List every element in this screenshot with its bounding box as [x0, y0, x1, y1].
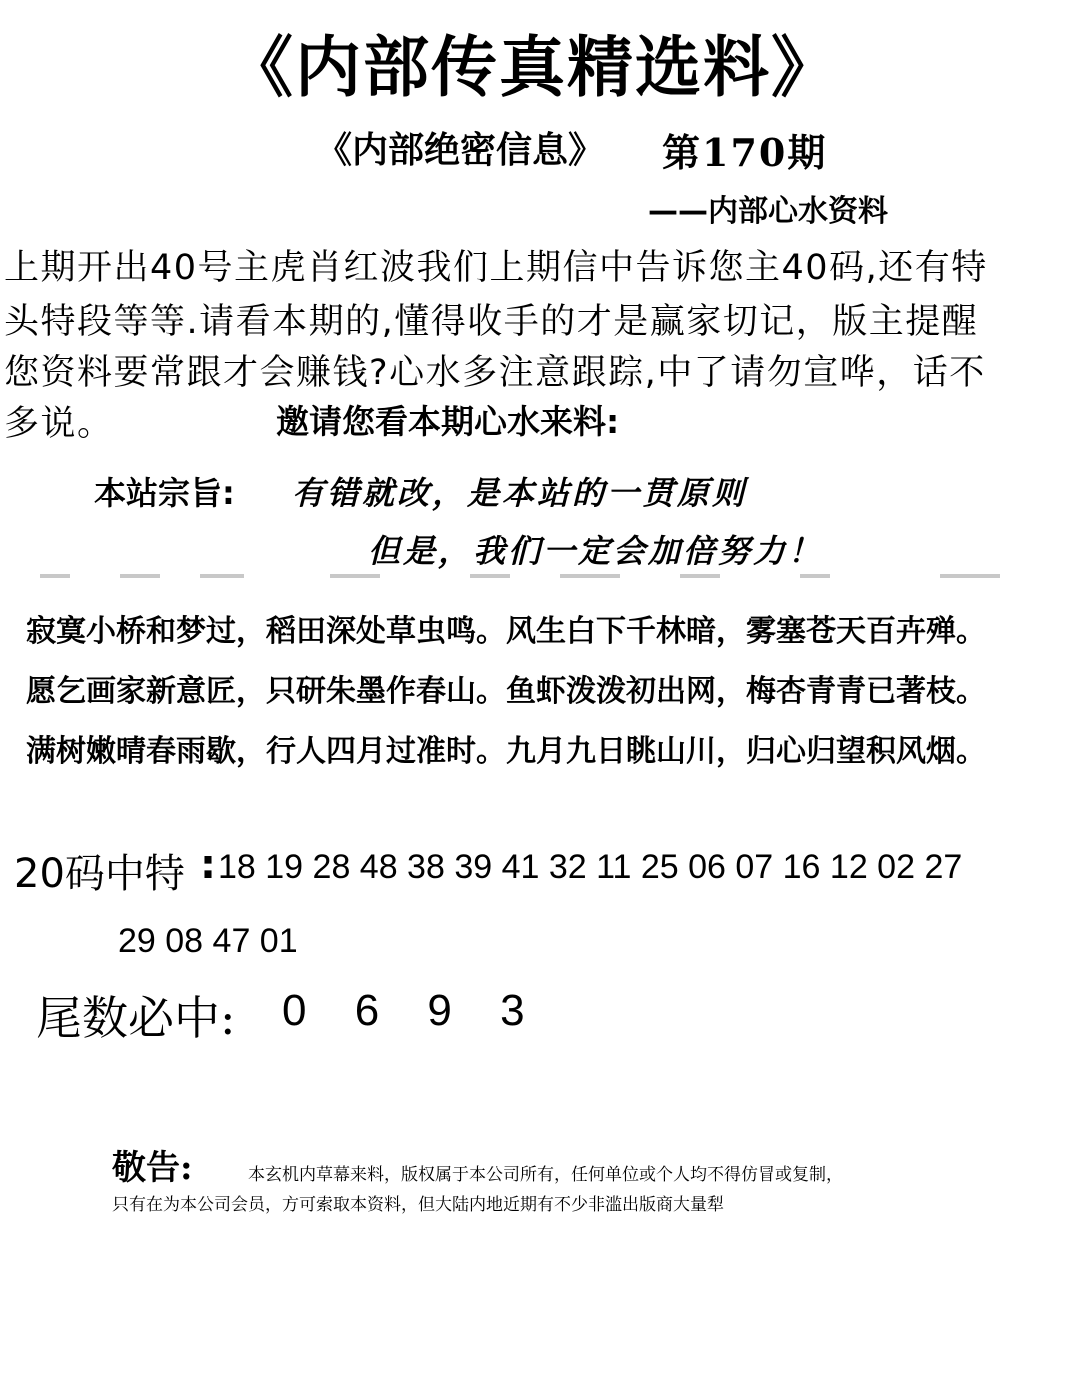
code-numbers-line-2: 29 08 47 01 — [118, 922, 298, 960]
code-colon: : — [200, 842, 216, 888]
code-numbers-line-1: 18 19 28 48 38 39 41 32 11 25 06 07 16 12 02 27 — [218, 848, 963, 886]
intro-line-1: 上期开出40号主虎肖红波我们上期信中告诉您主40码,还有特 — [4, 248, 988, 288]
main-title: 《内部传真精选料》 — [227, 28, 839, 106]
speckle-mark — [470, 574, 510, 578]
poem-line-2: 愿乞画家新意匠，只研朱墨作春山。鱼虾泼泼初出网，梅杏青青已著枝。 — [26, 674, 986, 709]
intro-line-3: 您资料要常跟才会赚钱?心水多注意跟踪,中了请勿宣哗，话不 — [4, 353, 986, 393]
notice-line-1: 本玄机内草幕来料，版权属于本公司所有，任何单位或个人均不得仿冒或复制， — [248, 1165, 843, 1185]
notice-line-2: 只有在为本公司会员，方可索取本资料，但大陆内地近期有不少非滥出版商大量犁 — [112, 1195, 724, 1215]
tail-digits: 0 6 9 3 — [282, 986, 539, 1035]
sub-title: 《内部绝密信息》 — [316, 129, 605, 171]
notice-label: 敬告: — [112, 1148, 193, 1188]
code-label: 20码中特 — [14, 851, 185, 897]
speckle-mark — [330, 574, 380, 578]
invite-text: 邀请您看本期心水来料: — [276, 402, 620, 441]
purpose-line-2: 但是，我们一定会加倍努力！ — [368, 532, 824, 570]
intro-line-2: 头特段等等.请看本期的,懂得收手的才是赢家切记，版主提醒 — [4, 302, 979, 342]
poem-line-1: 寂寞小桥和梦过，稻田深处草虫鸣。风生白下千林暗，雾塞苍天百卉殚。 — [26, 614, 986, 649]
intro-line-4: 多说。 — [4, 404, 114, 444]
source-line: ——内部心水资料 — [648, 194, 888, 229]
speckle-mark — [800, 574, 830, 578]
purpose-line-1: 有错就改，是本站的一贯原则 — [292, 474, 748, 512]
speckle-mark — [680, 574, 720, 578]
speckle-mark — [40, 574, 70, 578]
issue-number: 第170期 — [662, 130, 828, 175]
poem-line-3: 满树嫩晴春雨歇，行人四月过准时。九月九日眺山川，归心归望积风烟。 — [26, 734, 986, 769]
speckle-mark — [940, 574, 1000, 578]
tail-label: 尾数必中: — [36, 991, 236, 1045]
speckle-mark — [200, 574, 244, 578]
speckle-mark — [560, 574, 620, 578]
purpose-label: 本站宗旨: — [94, 474, 235, 512]
speckle-mark — [120, 574, 160, 578]
